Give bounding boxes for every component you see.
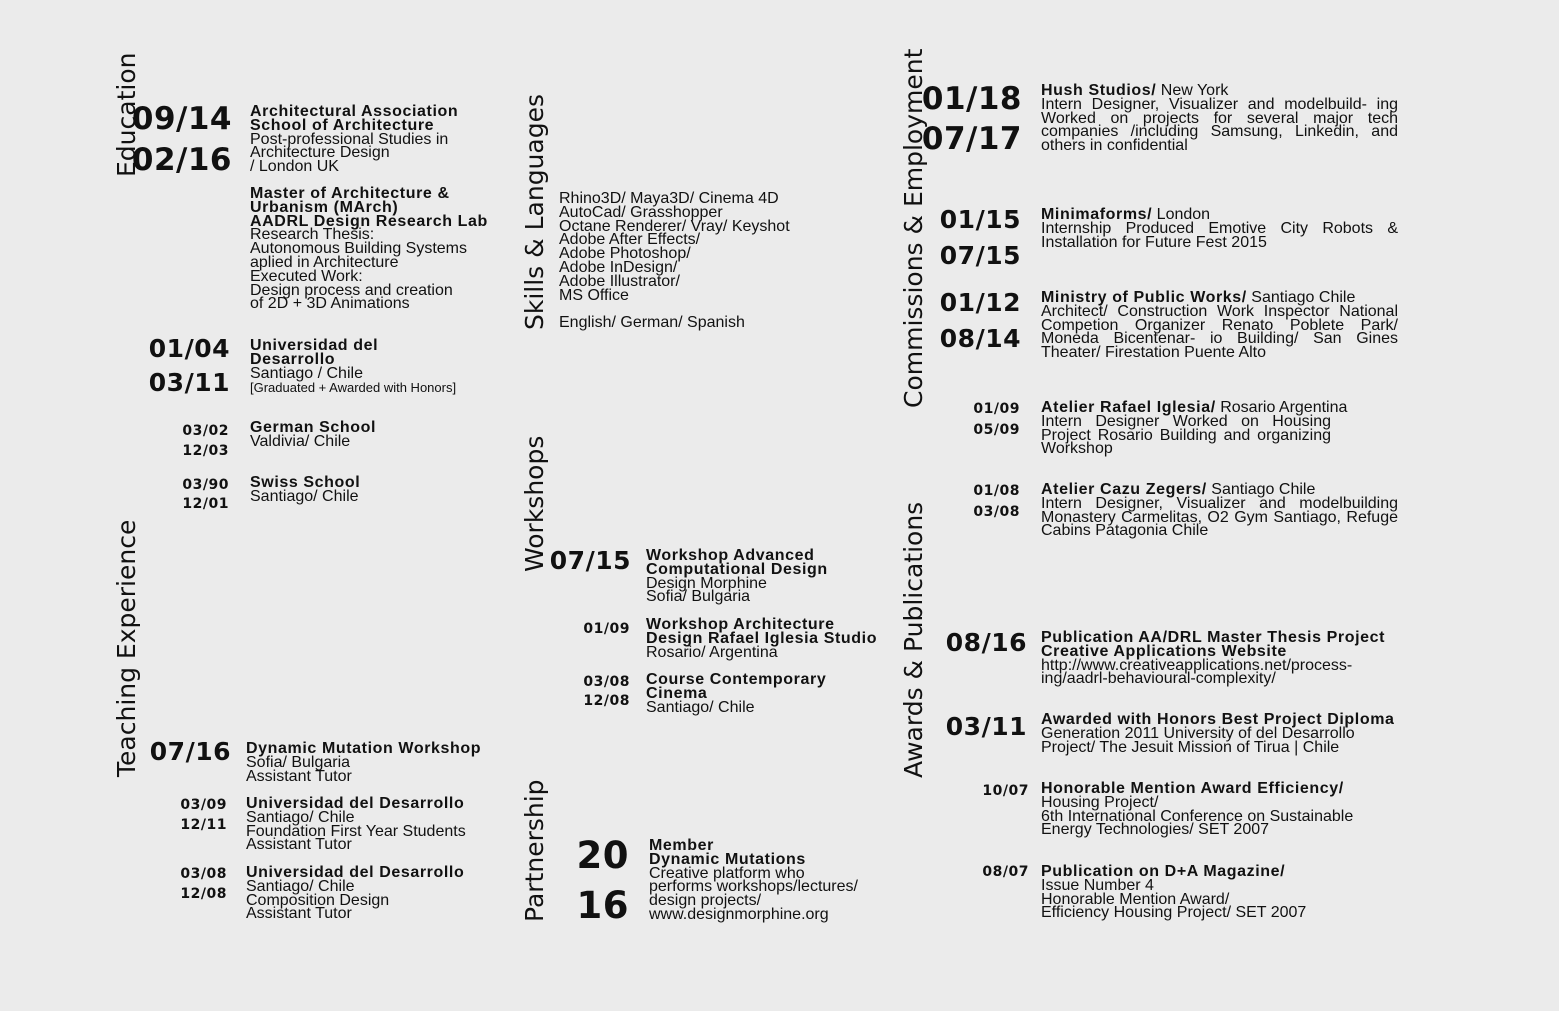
date-end: 07/15 [939, 241, 1021, 270]
entry-title: School of Architecture [250, 116, 435, 134]
date-start: 01/09 [973, 401, 1020, 417]
award-entry [1041, 782, 1353, 837]
commission-entry [1041, 84, 1398, 153]
teaching-entry [246, 866, 464, 921]
section-partnership: Partnership [520, 779, 549, 922]
entry-title: Minimaforms/ [1041, 206, 1153, 223]
entry-title: Architectural Association [250, 103, 459, 120]
entry-line: Creative platform who [649, 864, 805, 882]
entry-title: Workshop Architecture [646, 616, 835, 633]
section-awards-publications: Awards & Publications [899, 501, 928, 778]
entry-line: Santiago/ Chile [246, 877, 355, 895]
skill-item: Adobe InDesign/ [559, 258, 678, 276]
award-entry [1041, 713, 1395, 754]
date-end: 05/09 [973, 422, 1020, 438]
date-end: 07/17 [921, 121, 1022, 157]
entry-line: Sofia/ Bulgaria [246, 753, 351, 771]
commission-entry [1041, 291, 1398, 360]
date-start: 07/16 [149, 737, 231, 766]
entry-body: Intern Designer, Visualizer and modelbuild- ing Worked on projects for several major tech companies /including Samsung, Linkedin, and others in confidential [1041, 95, 1398, 155]
date-end: 02/16 [131, 142, 232, 178]
entry-title: AADRL Design Research Lab [250, 212, 488, 230]
skill-item: Rhino3D/ Maya3D/ Cinema 4D [559, 190, 779, 207]
education-entry [250, 105, 458, 174]
date-start: 07/15 [549, 546, 631, 575]
date-start: 03/02 [182, 423, 229, 439]
entry-line: Issue Number 4 [1041, 876, 1154, 894]
entry-title: Atelier Rafael Iglesia/ [1041, 399, 1216, 416]
award-entry [1041, 631, 1385, 686]
teaching-entry [246, 742, 481, 783]
entry-line: Santiago/ Chile [246, 808, 355, 826]
date-start: 01/15 [939, 205, 1021, 234]
entry-body: Intern Designer, Visualizer and modelbuilding Monastery Carmelitas, O2 Gym Santiago, Refuge Cabins Patagonia Chile [1041, 494, 1398, 540]
date-start: 20 [576, 834, 629, 877]
date-start: 03/11 [945, 712, 1027, 741]
entry-line: Assistant Tutor [246, 905, 352, 923]
date-start: 01/08 [973, 483, 1020, 499]
entry-title: Dynamic Mutation Workshop [246, 740, 482, 757]
date-start: 03/09 [180, 797, 227, 813]
date-end: 03/08 [973, 504, 1020, 520]
entry-line: Composition Design [246, 891, 390, 909]
entry-line: aplied in Architecture [250, 253, 399, 271]
entry-line: Research Thesis: [250, 226, 375, 244]
entry-line: Sofia/ Bulgaria [646, 588, 751, 606]
date-end: 16 [576, 884, 629, 927]
workshop-entry [646, 549, 828, 604]
workshop-entry [646, 673, 826, 714]
date-start: 09/14 [131, 101, 232, 137]
skill-item: Adobe After Effects/ [559, 231, 701, 249]
date-start: 01/12 [939, 288, 1021, 317]
entry-line: Efficiency Housing Project/ SET 2007 [1041, 904, 1307, 922]
entry-title: Universidad del [250, 337, 379, 354]
date-start: 01/04 [148, 334, 230, 363]
entry-line: Santiago/ Chile [646, 698, 755, 716]
skill-item: Adobe Photoshop/ [559, 245, 691, 263]
entry-line: Executed Work: [250, 267, 363, 285]
entry-line: of 2D + 3D Animations [250, 295, 410, 313]
entry-title: Ministry of Public Works/ [1041, 289, 1247, 306]
date-start: 03/08 [583, 674, 630, 690]
date-end: 12/08 [180, 886, 227, 902]
entry-title: German School [250, 419, 377, 436]
entry-title: Honorable Mention Award Efficiency/ [1041, 780, 1344, 797]
entry-line: Design Morphine [646, 574, 767, 592]
entry-line: Post-professional Studies in [250, 130, 449, 148]
entry-body: Internship Produced Emotive City Robots & Installation for Future Fest 2015 [1041, 219, 1398, 251]
entry-title: Universidad del Desarrollo [246, 864, 465, 881]
entry-line: Foundation First Year Students [246, 822, 466, 840]
entry-line: Design process and creation [250, 281, 453, 299]
entry-title: Swiss School [250, 474, 361, 491]
entry-line: Santiago/ Chile [250, 487, 359, 505]
date-start: 03/90 [182, 477, 229, 493]
entry-body: Architect/ Construction Work Inspector National Competion Organizer Renato Poblete Park/ Moneda Bicentenar- io Building/ San Gines Theater/ Firestation Puente Alto [1041, 302, 1398, 362]
entry-line: Assistant Tutor [246, 767, 352, 785]
entry-line: Valdivia/ Chile [250, 432, 351, 450]
entry-title: Computational Design [646, 560, 828, 578]
entry-title: Member [649, 837, 714, 854]
education-entry [250, 339, 456, 396]
entry-title: Master of Architecture & [250, 185, 450, 202]
entry-line: ing/aadrl-behavioural-complexity/ [1041, 670, 1276, 688]
date-end: 12/03 [182, 443, 229, 459]
entry-line: Housing Project/ [1041, 793, 1159, 811]
section-commissions-employment: Commissions & Employment [899, 48, 928, 408]
education-entry [250, 421, 376, 449]
date-end: 12/01 [182, 496, 229, 512]
date-end: 12/08 [583, 693, 630, 709]
entry-line: 6th International Conference on Sustainable [1041, 807, 1354, 825]
date-start: 01/09 [583, 621, 630, 637]
commission-entry [1041, 208, 1398, 249]
entry-title: Creative Applications Website [1041, 642, 1287, 660]
skill-item: Octane Renderer/ Vray/ Keyshot [559, 217, 790, 235]
date-end: 03/11 [148, 368, 230, 397]
entry-title: Workshop Advanced [646, 547, 815, 564]
section-skills-languages: Skills & Languages [520, 94, 549, 330]
entry-line: / London UK [250, 158, 339, 176]
date-start: 10/07 [982, 783, 1029, 799]
entry-line: Generation 2011 University of del Desarrollo [1041, 724, 1355, 742]
entry-line: Autonomous Building Systems [250, 240, 467, 258]
entry-line: Assistant Tutor [246, 836, 352, 854]
skill-item: Adobe Illustrator/ [559, 272, 680, 290]
section-education: Education [112, 52, 141, 177]
entry-title: Design Rafael Iglesia Studio [646, 629, 878, 647]
entry-place: Rosario Argentina [1215, 399, 1348, 416]
entry-note: [Graduated + Awarded with Honors] [250, 380, 457, 396]
entry-title: Urbanism (MArch) [250, 198, 399, 216]
entry-title: Cinema [646, 684, 708, 702]
skill-item: AutoCad/ Grasshopper [559, 203, 723, 221]
teaching-entry [246, 797, 466, 852]
entry-title: Universidad del Desarrollo [246, 795, 465, 812]
entry-title: Desarrollo [250, 350, 336, 368]
date-start: 08/07 [982, 864, 1029, 880]
entry-title: Publication AA/DRL Master Thesis Project [1041, 629, 1386, 646]
commission-entry [1041, 401, 1398, 456]
entry-line: Rosario/ Argentina [646, 643, 778, 661]
entry-title: Course Contemporary [646, 671, 827, 688]
skill-item: MS Office [559, 286, 629, 304]
date-end: 08/14 [939, 324, 1021, 353]
entry-title: Publication on D+A Magazine/ [1041, 863, 1286, 880]
languages-line: English/ German/ Spanish [559, 314, 745, 331]
date-start: 08/16 [945, 628, 1027, 657]
section-workshops: Workshops [520, 435, 549, 572]
entry-line: Santiago / Chile [250, 364, 363, 382]
entry-place: Santiago Chile [1206, 481, 1316, 498]
entry-line: www.designmorphine.org [649, 905, 829, 923]
section-teaching-experience: Teaching Experience [112, 519, 141, 777]
entry-place: New York [1156, 82, 1229, 99]
commission-entry [1041, 483, 1398, 538]
date-start: 01/18 [921, 81, 1022, 117]
workshop-entry [646, 618, 877, 659]
entry-place: London [1152, 206, 1211, 223]
entry-body: Intern Designer Worked on Housing Project Rosario Building and organizing Workshop [1041, 412, 1331, 458]
entry-title: Dynamic Mutations [649, 850, 806, 868]
entry-line: Architecture Design [250, 144, 390, 162]
partnership-entry [649, 839, 858, 922]
entry-line: http://www.creativeapplications.net/process- [1041, 656, 1353, 674]
entry-line: performs workshops/lectures/ [649, 878, 858, 896]
entry-place: Santiago Chile [1246, 289, 1356, 306]
entry-title: Atelier Cazu Zegers/ [1041, 481, 1207, 498]
award-entry [1041, 865, 1306, 920]
date-end: 12/11 [180, 817, 227, 833]
entry-line: Project/ The Jesuit Mission of Tirua | Chile [1041, 738, 1340, 756]
entry-line: design projects/ [649, 892, 762, 910]
education-entry [250, 476, 360, 504]
entry-title: Hush Studios/ [1041, 82, 1157, 99]
skills-list [559, 192, 790, 302]
entry-line: Honorable Mention Award/ [1041, 890, 1230, 908]
education-entry [250, 187, 488, 311]
entry-line: Energy Technologies/ SET 2007 [1041, 821, 1270, 839]
entry-title: Awarded with Honors Best Project Diploma [1041, 711, 1395, 728]
date-start: 03/08 [180, 866, 227, 882]
